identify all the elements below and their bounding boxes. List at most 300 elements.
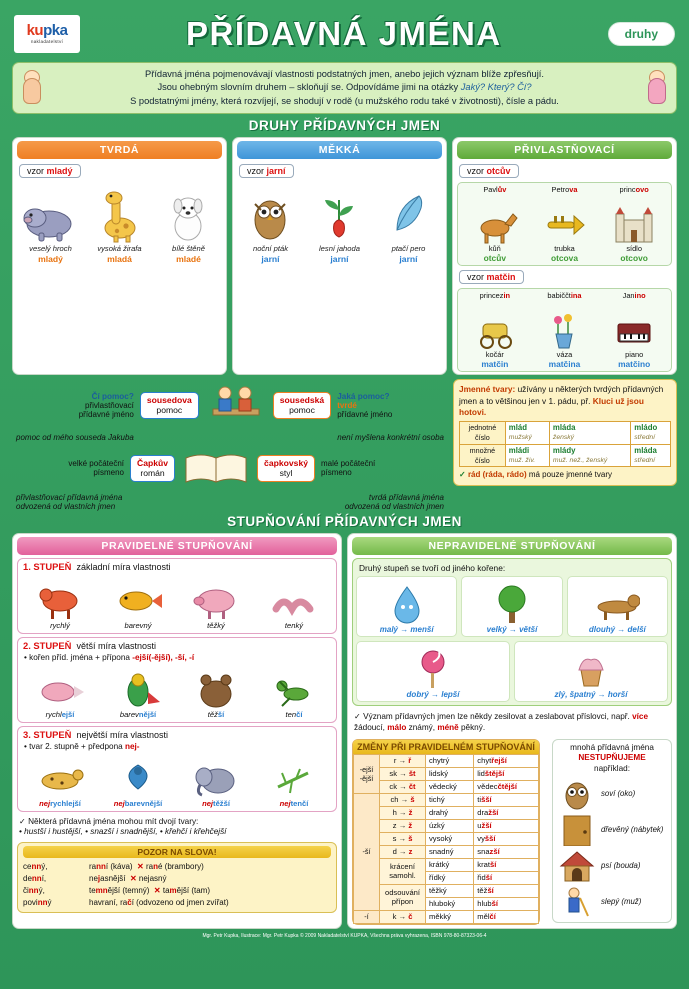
- jmenne-row1-label1: jednotné: [468, 423, 497, 433]
- step-2-word-1-base: rychl: [45, 710, 62, 720]
- privl-word-6: [601, 291, 668, 300]
- zmeny-to-2: št: [408, 769, 416, 779]
- step-1-num: 1. STUPEŇ: [23, 561, 72, 573]
- stupnovani-row: [8, 533, 681, 928]
- privl-item-1: [461, 185, 528, 263]
- step-3-word-3-prefix: nej: [202, 799, 214, 809]
- zmeny-res-10-suffix: ší: [485, 873, 493, 883]
- pozor-right-4: [89, 897, 331, 909]
- piano-icon: [601, 300, 668, 350]
- privl-item-6: [601, 291, 668, 369]
- table-row: [460, 444, 671, 467]
- step-3-word-2-prefix: nej: [113, 799, 125, 809]
- jmenne-row1-m-word: mlád: [508, 422, 527, 432]
- jmenne-row1-f-note: ženský: [552, 434, 575, 442]
- zmeny-base-6: úzký: [426, 819, 474, 832]
- step-2-word-3: [179, 710, 254, 719]
- jmenne-row1-f: [549, 421, 630, 444]
- label-2-line2: přídavné jméno: [337, 409, 393, 419]
- zmeny-base-7: vysoký: [426, 832, 474, 845]
- panel-pravidelne: [12, 533, 342, 928]
- pozor-left-4-pre: povi: [23, 898, 38, 908]
- privl-item-3: [601, 185, 668, 263]
- zmeny-res-8-suffix: zší: [489, 847, 500, 857]
- chip-sousedska-noun: pomoc: [289, 405, 315, 416]
- step-2-word-2: [101, 710, 176, 719]
- tvrda-caption-1: veselý hroch: [29, 244, 72, 254]
- intro-line-1: Přídavná jména pojmenovávají vlastnosti podstatných jmen, anebo jejich význam blíže zpřesňují.: [145, 69, 544, 79]
- privl-word-5: [531, 291, 598, 300]
- jmenne-row1-label2: číslo: [475, 432, 490, 442]
- open-book-icon: [181, 446, 251, 490]
- zmeny-from-13: k: [392, 912, 397, 922]
- zmeny-res-8-base: sna: [477, 847, 490, 857]
- jmenne-tvary-box: [453, 379, 677, 511]
- blindman-icon: [557, 885, 597, 919]
- pozor-left-1-post: ý: [41, 862, 46, 872]
- privl-caption-5: váza: [556, 350, 573, 360]
- jmenne-text: [459, 384, 671, 418]
- nepravidelne-row-2: [356, 641, 668, 702]
- privl-caption-4: kočár: [485, 350, 504, 360]
- step-3-item-4: [257, 753, 332, 808]
- pozor-r1-okpost: í (káva): [105, 862, 133, 872]
- pozor-left-4-b: nn: [37, 898, 48, 908]
- nestupnujeme-line2: NESTUPŇUJEME: [578, 753, 646, 763]
- zmeny-from-2: sk: [389, 769, 397, 779]
- nestupnujeme-label-1: soví (oko): [601, 789, 636, 798]
- owl-icon: [236, 182, 304, 244]
- step-3-rule-bold: nej-: [124, 742, 140, 752]
- pozor-left-4-post: ý: [47, 898, 52, 908]
- step-3-head: [18, 727, 336, 742]
- privl-word-4-end: in: [503, 291, 511, 301]
- pozor-r1-xb: n: [153, 862, 158, 872]
- tree-icon: [464, 579, 559, 625]
- privl-vzor2-word: matčin: [486, 272, 516, 283]
- x-icon: ✕: [137, 862, 144, 872]
- privl-word-1: [461, 185, 528, 194]
- privl-vzor-1: [459, 164, 519, 178]
- zmeny-to-13: č: [408, 912, 413, 922]
- note-4: [264, 493, 444, 511]
- zmeny-base-11: těžký: [426, 884, 474, 897]
- nepr-text-1: malý → menší: [379, 625, 434, 635]
- step-3-desc: největší míra vlastnosti: [76, 729, 168, 740]
- question-2: Jaká pomoc?: [337, 391, 390, 401]
- feather-icon: [374, 182, 442, 244]
- zmeny-to-1: ř: [408, 756, 412, 766]
- privl-word-2: [531, 185, 598, 194]
- horse-icon: [461, 194, 528, 244]
- zmeny-res-1-suffix: řejší: [491, 756, 507, 766]
- jmenne-row1-f-word: mláda: [552, 422, 576, 432]
- privl-word-1-base: Pavl: [483, 185, 498, 195]
- mascot-boy-icon: [19, 70, 45, 106]
- table-row: [354, 780, 539, 793]
- pozor-r2-xpre: ne: [138, 874, 148, 884]
- nepr-item-3: [567, 576, 668, 637]
- mekka-item-1: [236, 182, 304, 264]
- pozor-r4-okb: č: [127, 898, 132, 908]
- trumpet-icon: [531, 194, 598, 244]
- label-3-line1: velké počáteční: [68, 459, 124, 469]
- nepr-item-5: [514, 641, 668, 702]
- step-3-word-3-rest: těžší: [213, 799, 230, 809]
- step-1-word-4: [257, 621, 332, 630]
- elephant-icon: [179, 753, 254, 799]
- pozor-left-1-pre: ce: [23, 862, 32, 872]
- step-2-rule: [18, 653, 336, 663]
- zmeny-res-13: [474, 910, 539, 923]
- nestupnujeme-label-2: dřevěný (nábytek): [601, 825, 664, 834]
- mekka-item-2: [305, 182, 373, 264]
- zmeny-res-1-base: chyt: [477, 756, 492, 766]
- chip-sousedska-word: sousedská: [279, 395, 325, 406]
- pozor-r3-xpost: ější (tam): [176, 886, 210, 896]
- nestupnujeme-item-3: [557, 849, 667, 883]
- step-2-items: [18, 663, 336, 722]
- chip-sousedska: [273, 392, 331, 419]
- step-1-word-1: [23, 621, 98, 630]
- cheetah-icon: [23, 753, 98, 799]
- zmeny-res-2: [474, 767, 539, 780]
- header: [8, 8, 681, 60]
- step-1-desc: základní míra vlastnosti: [76, 561, 171, 572]
- label-2-line1: tvrdé: [337, 400, 357, 410]
- intro-line-2a: Jsou ohebným slovním druhem – skloňují se. Odpovídáme jimi na otázky: [157, 82, 461, 93]
- panel-mekka: [232, 137, 447, 375]
- note-4-line1: tvrdá přídavná jména: [368, 493, 444, 503]
- castle-icon: [601, 194, 668, 244]
- step-3-word-1: [23, 799, 98, 808]
- zmeny-res-11-base: těž: [477, 886, 488, 896]
- table-row: [354, 845, 539, 858]
- zmeny-base-1: chytrý: [426, 754, 474, 767]
- mascot-girl-icon: [644, 70, 670, 106]
- note-4-line2: odvozená od vlastních jmen: [344, 502, 444, 512]
- zmeny-res-6-base: u: [477, 821, 482, 831]
- chip-sousedova-noun: pomoc: [156, 405, 183, 416]
- mekka-heading: MĚKKÁ: [237, 141, 442, 159]
- chip-capkuv-noun: román: [140, 468, 165, 479]
- intro-line-3: S podstatnými jmény, která rozvíjejí, se shodují v rodě (u mužského rodu také v životnosti), čísle a pádu.: [130, 95, 559, 106]
- footer-credits: Mgr. Petr Kupka, Ilustrace: Mgr. Petr Kupka © 2009 Nakladatelství KUPKA, Všechna práva vyhrazena, ISBN 978-80-87323-06-4: [202, 932, 487, 939]
- note-2: není myšlena konkrétní osoba: [337, 433, 444, 443]
- privl-word-5-base: babiččt: [547, 291, 571, 301]
- chip-capkovsky-noun: styl: [279, 468, 293, 479]
- dvoji-tvary-examples: • hustší i hustější, • snazší i snadnější, • křehčí i křehčejší: [19, 827, 227, 837]
- step-1-items: [18, 574, 336, 633]
- pozor-r2-okb: j: [97, 874, 101, 884]
- panel-nepravidelne: [347, 533, 677, 928]
- vyznam-m1: žádoucí,: [354, 723, 388, 733]
- puppy-icon: [154, 182, 222, 244]
- giraffe-icon: [85, 182, 153, 244]
- jmenne-footnote: [459, 470, 671, 481]
- zmeny-group1-l2: -ější: [359, 773, 374, 783]
- jmenne-footnote-rest: má pouze jmenné tvary: [526, 470, 612, 480]
- step-1-item-3: [179, 575, 254, 630]
- privl-word-4: [461, 291, 528, 300]
- privl-row-1: [457, 182, 672, 266]
- privl-word-3: [601, 185, 668, 194]
- tvrda-heading: TVRDÁ: [17, 141, 222, 159]
- step-2-word-4-suffix: čí: [296, 710, 303, 720]
- jmenne-row2-n-note: střední: [634, 457, 656, 465]
- section-title-druhy: DRUHY PŘÍDAVNÝCH JMEN: [248, 118, 441, 134]
- category-badge: druhy: [608, 22, 675, 46]
- nestupnujeme-item-4: [557, 885, 667, 919]
- hippo-icon: [16, 182, 84, 244]
- zmeny-from-5: h: [392, 808, 397, 818]
- jmenne-content: [453, 379, 677, 486]
- zmeny-res-8: [474, 845, 539, 858]
- pozor-right-col: [89, 861, 331, 909]
- dvoji-tvary-note: ✓ Některá přídavná jména mohou mít dvojí tvary:: [19, 817, 199, 827]
- zmeny-change-13: k → č: [380, 910, 426, 923]
- publisher-logo: kupka nakladatelství: [14, 15, 80, 53]
- jmenne-title: Jmenné tvary:: [459, 384, 516, 395]
- pozor-r2-okpost: asnější: [100, 874, 126, 884]
- pozor-r2-okpre: ne: [89, 874, 98, 884]
- step-2-word-4-base: ten: [285, 710, 297, 720]
- mekka-vzor: [239, 164, 294, 178]
- page-title: PŘÍDAVNÁ JMÉNA: [186, 15, 502, 52]
- zmeny-kraceni-l2: samohl.: [389, 871, 416, 881]
- zmeny-change-3: ck → čt: [380, 780, 426, 793]
- step-3-item-2: [101, 753, 176, 808]
- table-row: [354, 884, 539, 897]
- jmenne-row1-n: [631, 421, 671, 444]
- jmenne-example: Kluci už jsou hotovi.: [459, 395, 644, 417]
- label-2: [337, 401, 448, 419]
- label-3-line2: písmeno: [93, 468, 124, 478]
- step-3-word-2: [101, 799, 176, 808]
- zmeny-box: [352, 739, 540, 925]
- jmenne-row1-n-word: mládo: [634, 422, 658, 432]
- nepr-item-4: [356, 641, 510, 702]
- zmeny-res-2-base: lid: [477, 769, 485, 779]
- pozor-left-2: denní,: [23, 874, 47, 884]
- privl-item-2: [531, 185, 598, 263]
- zmeny-wrap: [348, 736, 544, 928]
- mekka-caption-3: ptačí pero: [391, 244, 426, 254]
- mekka-item-3: [374, 182, 442, 264]
- table-row: [460, 421, 671, 444]
- pozor-r2-xpost: jasný: [147, 874, 167, 884]
- step-2-desc: větší míra vlastnosti: [76, 640, 156, 651]
- zmeny-res-9: [474, 858, 539, 871]
- pozor-left-2-pre: de: [23, 874, 32, 884]
- tvrda-caption-2: vysoká žirafa: [97, 244, 142, 254]
- fish-icon: [101, 575, 176, 621]
- nestupnujeme-wrap: [548, 736, 676, 928]
- step-1-word-3: [179, 621, 254, 630]
- zmeny-to-8: z: [408, 847, 413, 857]
- step-1-word-1-text: rychlý: [50, 621, 70, 631]
- step-2-word-2-suffix: nější: [138, 710, 157, 720]
- step-3-num: 3. STUPEŇ: [23, 729, 72, 741]
- zmeny-table: [353, 754, 539, 924]
- nepr-text-2: velký → větší: [486, 625, 538, 635]
- privl-vzor1-label: vzor: [467, 166, 485, 177]
- pozor-left-4: [23, 897, 85, 909]
- cow-icon: [23, 575, 98, 621]
- pozor-left-3-pre: či: [23, 886, 29, 896]
- zmeny-group-3: -í: [354, 910, 380, 923]
- step-3-rule: [18, 742, 336, 752]
- tvrda-vzor-word: mladý: [46, 166, 73, 177]
- step-2-item-2: [101, 664, 176, 719]
- note-3-line2: odvozená od vlastních jmen: [16, 502, 116, 512]
- nepr-text-5: zlý, špatný → horší: [554, 690, 628, 700]
- zmeny-res-4-suffix: šší: [481, 795, 492, 805]
- table-row: [354, 754, 539, 767]
- step-1-word-4-text: tenký: [284, 621, 304, 631]
- cupcake-icon: [517, 644, 665, 690]
- jmenne-body: užívány u některých tvrdých přídavných jmen a to většinou jen v 1. pádu, př.: [459, 384, 664, 406]
- nestupnujeme-item-1: [557, 777, 667, 811]
- zmeny-res-7-suffix: šší: [484, 834, 496, 844]
- pozor-grid: [23, 861, 331, 909]
- mekka-form-2: jarní: [330, 254, 349, 265]
- pozor-r4-okpost: í (odvozeno od jmen zvířat): [131, 898, 229, 908]
- nestupnujeme-item-2: [557, 813, 667, 847]
- intro-line-2: [45, 81, 644, 94]
- nestupnujeme-heading: [557, 743, 667, 775]
- step-3-rule-pre: • tvar 2. stupně + předpona: [24, 742, 125, 752]
- zmeny-row: [348, 736, 676, 928]
- zmeny-change-6: z → ž: [380, 819, 426, 832]
- mid-left: [12, 379, 448, 511]
- droplet-icon: [359, 579, 454, 625]
- zmeny-base-4: tichý: [426, 793, 474, 806]
- jmenne-row2-m-note: muž. živ.: [508, 457, 536, 465]
- pozor-left-1-b: nn: [31, 862, 42, 872]
- tvrda-form-2: mladá: [107, 254, 132, 265]
- bear-icon: [179, 664, 254, 710]
- zmeny-heading: ZMĚNY PŘI PRAVIDELNÉM STUPŇOVÁNÍ: [353, 740, 539, 754]
- chip-capkovsky: [257, 455, 315, 482]
- vyznam-pre: ✓ Význam přídavných jmen lze někdy zesilovat a zeslabovat příslovci, např.: [354, 712, 633, 722]
- tvrda-form-3: mladé: [176, 254, 201, 265]
- privl-caption-2: trubka: [554, 244, 575, 254]
- pozor-heading: POZOR NA SLOVA!: [23, 846, 331, 858]
- jmenne-row1-m-note: mužský: [508, 434, 532, 442]
- pig-icon: [179, 575, 254, 621]
- vyznam-b2: málo: [387, 723, 407, 733]
- vyznam-b1: více: [632, 712, 649, 722]
- jmenne-row1-label: [460, 421, 506, 444]
- door-icon: [557, 813, 597, 847]
- zmeny-base-13: měkký: [426, 910, 474, 923]
- chip-capkovsky-word: čapkovský: [264, 458, 309, 469]
- pozor-r1-okpre: ra: [89, 862, 97, 872]
- privl-word-3-base: princ: [619, 185, 636, 195]
- step-3-word-1-prefix: nej: [39, 799, 51, 809]
- zmeny-group1-l1: -ejší: [359, 764, 374, 774]
- jmenne-row2-label1: množné: [469, 445, 496, 455]
- nestupnujeme-line1: mnohá přídavná jména: [570, 742, 654, 752]
- jmenne-row2-f: [549, 444, 630, 467]
- zmeny-res-2-suffix: štější: [484, 769, 505, 779]
- mekka-caption-2: lesní jahoda: [319, 244, 360, 254]
- pozor-left-1: cenný,: [23, 862, 48, 872]
- zmeny-kraceni-l1: krácení: [390, 862, 415, 872]
- vyznam-m3: pěkný.: [458, 723, 486, 733]
- pozor-r1-okb: nn: [96, 862, 106, 872]
- privl-word-5-end: ina: [570, 291, 582, 301]
- zmeny-res-6-suffix: žší: [481, 821, 492, 831]
- step-2: [17, 637, 337, 723]
- privl-form-2: otcova: [550, 253, 578, 264]
- pozor-r3-xb: m: [169, 886, 177, 896]
- tvrda-caption-3: bílé štěně: [172, 244, 205, 254]
- zmeny-res-3: [474, 780, 539, 793]
- zmeny-res-5: [474, 806, 539, 819]
- zmeny-res-5-base: dra: [477, 808, 489, 818]
- label-1-line2: přídavné jméno: [78, 409, 134, 419]
- owl2-icon: [557, 777, 597, 811]
- pravidelne-heading: PRAVIDELNÉ STUPŇOVÁNÍ: [17, 537, 337, 555]
- logo-subtitle: nakladatelství: [30, 39, 64, 45]
- zmeny-res-7: [474, 832, 539, 845]
- pozor-left-2-post: í: [41, 874, 44, 884]
- step-3-word-1-rest: rychlejší: [50, 799, 81, 809]
- label-1-line1: přivlastňovací: [84, 400, 134, 410]
- step-2-rule-pre: • kořen příd. jména + přípona: [24, 653, 133, 663]
- zmeny-change-5: h → ž: [380, 806, 426, 819]
- privl-form-6: matčino: [618, 359, 651, 370]
- zmeny-change-1: r → ř: [380, 754, 426, 767]
- privl-caption-6: piano: [625, 350, 644, 360]
- question-1: Čí pomoc?: [91, 391, 134, 401]
- step-1-word-3-text: těžký: [207, 621, 225, 631]
- label-4-line2: písmeno: [321, 468, 352, 478]
- step-2-item-1: [23, 664, 98, 719]
- zmeny-to-7: š: [408, 834, 413, 844]
- zmeny-base-12: hluboký: [426, 897, 474, 910]
- mekka-items: [233, 180, 446, 267]
- jmenne-row2-m-word: mládi: [508, 445, 530, 455]
- label-4: [321, 459, 448, 477]
- zmeny-from-8: d: [392, 847, 397, 857]
- zmeny-res-4-base: ti: [477, 795, 482, 805]
- pozor-r3-okpre: te: [89, 886, 96, 896]
- table-row: [354, 806, 539, 819]
- table-row: [354, 793, 539, 806]
- privl-form-4: matčin: [481, 359, 509, 370]
- privl-vzor2-label: vzor: [467, 272, 485, 283]
- step-2-word-2-base: barev: [119, 710, 139, 720]
- step-3-items: [18, 752, 336, 811]
- zmeny-res-11-suffix: ší: [487, 886, 494, 896]
- pozor-r3-okpost: ější (temný): [107, 886, 150, 896]
- jmenne-footnote-check: ✓: [459, 470, 468, 480]
- zmeny-res-9-suffix: ší: [489, 860, 497, 870]
- zmeny-change-8: d → z: [380, 845, 426, 858]
- nepravidelne-row-1: [356, 576, 668, 637]
- zmeny-res-4: [474, 793, 539, 806]
- zmeny-res-6: [474, 819, 539, 832]
- step-2-item-4: [257, 664, 332, 719]
- privl-caption-3: sídlo: [626, 244, 642, 254]
- zmeny-base-5: drahý: [426, 806, 474, 819]
- privl-word-6-end: ino: [634, 291, 646, 301]
- note-3: [16, 493, 196, 511]
- label-4-line1: malé počáteční: [321, 459, 376, 469]
